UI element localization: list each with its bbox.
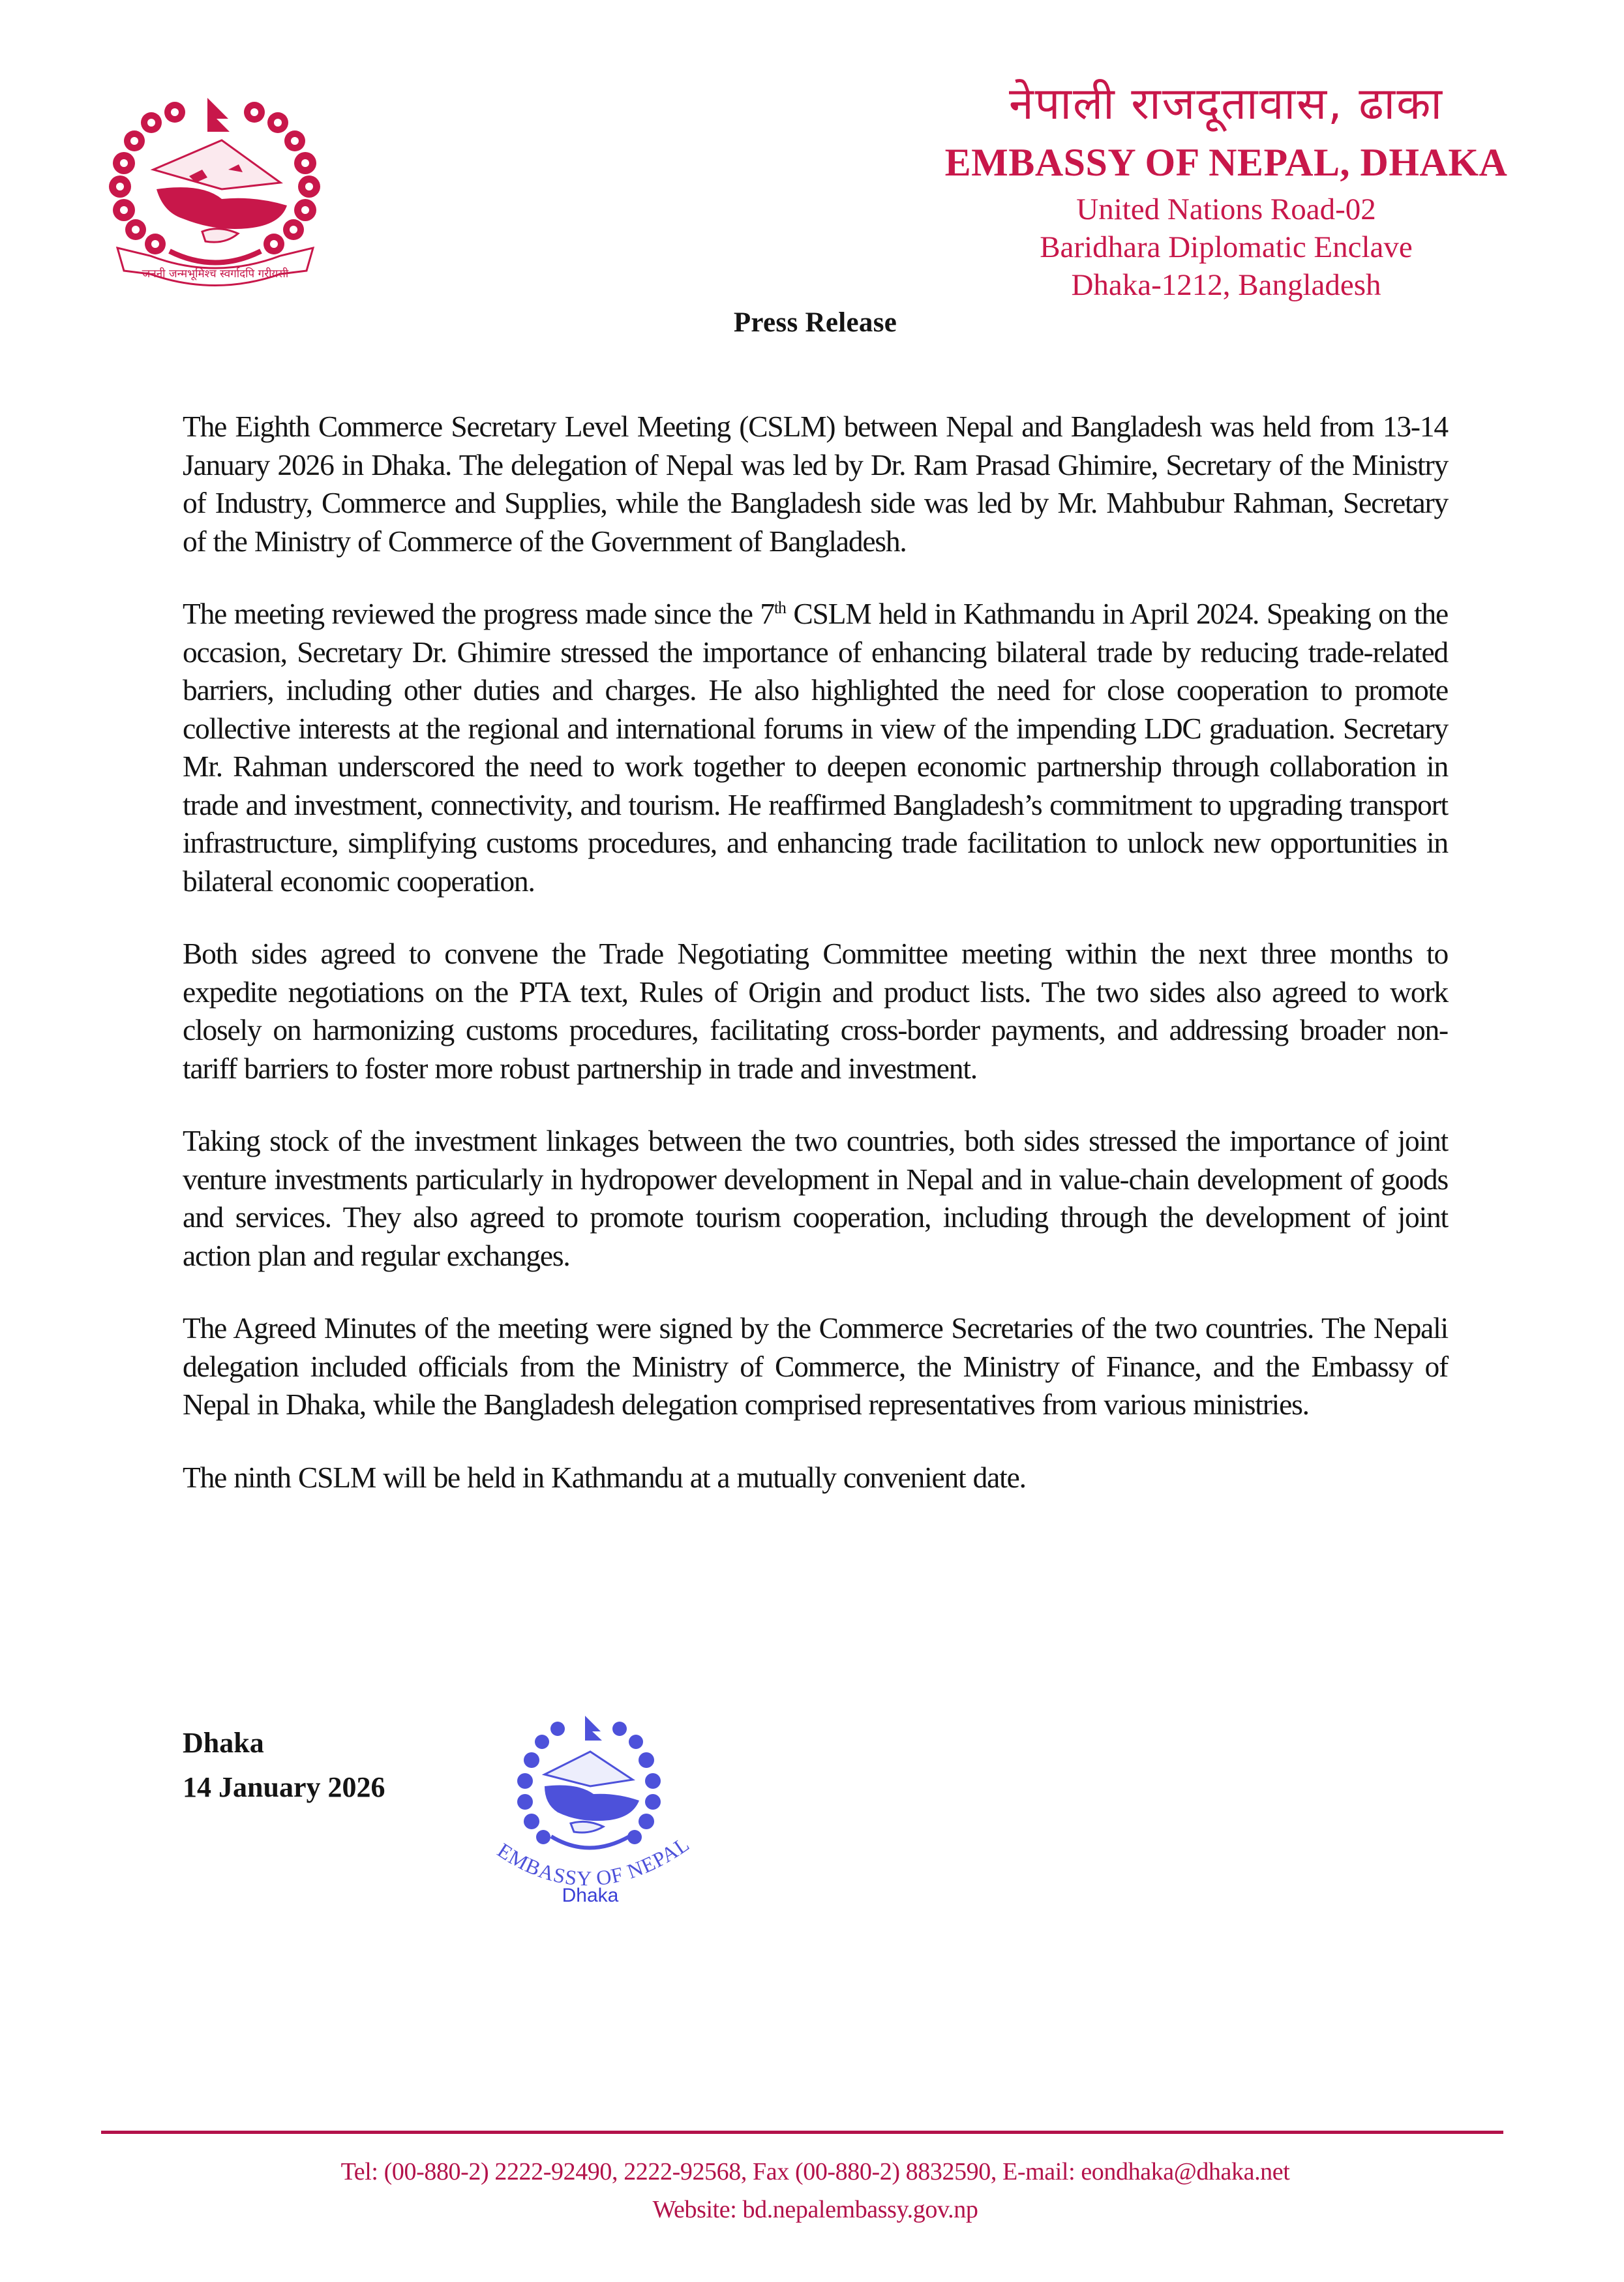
signoff-date: 14 January 2026 xyxy=(183,1771,385,1803)
paragraph-2 xyxy=(183,595,1448,900)
paragraph-5: The Agreed Minutes of the meeting were signed by the Commerce Secretaries of the two countries. The Nepali delegation included officials from the Ministry of Commerce, the Ministry of Finance, and the Embassy of Nepal in Dhaka, while the Bangladesh delegation comprised representatives from various ministries. xyxy=(183,1311,1448,1421)
stamp-city: Dhaka xyxy=(562,1885,619,1906)
address-line-2: Baridhara Diplomatic Enclave xyxy=(1040,230,1413,264)
svg-text:EMBASSY OF NEPAL xyxy=(493,1832,693,1890)
nepal-national-emblem-icon xyxy=(91,85,339,307)
emblem-motto: जननी जन्मभूमिश्च स्वर्गादपि गरीयसी xyxy=(142,267,289,281)
paragraph-2-start: The meeting reviewed the progress made since the 7 xyxy=(183,597,774,630)
signoff-place: Dhaka xyxy=(183,1727,264,1759)
address-line-3: Dhaka-1212, Bangladesh xyxy=(1071,268,1381,302)
ordinal-suffix: th xyxy=(774,598,786,617)
paragraph-4: Taking stock of the investment linkages between the two countries, both sides stressed the importance of joint venture investments particularly in hydropower development in Nepal and in value-chain development of goods and services. They also agreed to promote tourism cooperation, including through the development of joint action plan and regular exchanges. xyxy=(183,1124,1448,1272)
footer-contact: Tel: (00-880-2) 2222-92490, 2222-92568, Fax (00-880-2) 8832590, E-mail: eondhaka@dhaka.net xyxy=(340,2158,1290,2185)
address-line-1: United Nations Road-02 xyxy=(1076,192,1376,226)
signoff xyxy=(183,1721,385,1810)
paragraph-6: The ninth CSLM will be held in Kathmandu at a mutually convenient date. xyxy=(183,1460,1026,1494)
press-release-body xyxy=(183,408,1448,1531)
letterhead xyxy=(900,72,1552,304)
footer-website: Website: bd.nepalembassy.gov.np xyxy=(652,2196,978,2223)
paragraph-3: Both sides agreed to convene the Trade Negotiating Committee meeting within the next three months to expedite negotiations on the PTA text, Rules of Origin and product lists. The two sides also agreed to work closely on harmonizing customs procedures, facilitating cross-border payments, and addressing broader non-tariff barriers to foster more robust partnership in trade and investment. xyxy=(183,937,1448,1085)
embassy-name-devanagari: नेपाली राजदूतावास, ढाका xyxy=(1008,78,1444,130)
embassy-name: EMBASSY OF NEPAL, DHAKA xyxy=(944,141,1508,184)
paragraph-1: The Eighth Commerce Secretary Level Meeting (CSLM) between Nepal and Bangladesh was held from 13-14 January 2026 in Dhaka. The delegation of Nepal was led by Dr. Ram Prasad Ghimire, Secretary of the Ministry of Industry, Commerce and Supplies, while the Bangladesh side was led by Mr. Mahbubur Rahman, Secretary of the Ministry of Commerce of the Government of Bangladesh. xyxy=(183,410,1448,558)
footer xyxy=(98,2153,1533,2229)
stamp-arc-text: EMBASSY OF NEPAL xyxy=(493,1831,694,1891)
paragraph-2-rest: CSLM held in Kathmandu in April 2024. Speaking on the occasion, Secretary Dr. Ghimire stressed the importance of enhancing bilateral trade by reducing trade-related barriers, including other duties and charges. He also highlighted the need for close cooperation to promote collective interests at the regional and international forums in view of the impending LDC graduation. Secretary Mr. Rahman underscored the need to work together to deepen economic partnership through collaboration in trade and investment, connectivity, and tourism. He reaffirmed Bangladesh’s commitment to upgrading transport infrastructure, simplifying customs procedures, and enhancing trade facilitation to unlock new opportunities in bilateral economic cooperation. xyxy=(183,597,1448,898)
document-heading: Press Release xyxy=(733,307,897,338)
embassy-seal-stamp-icon xyxy=(473,1703,708,1938)
footer-divider xyxy=(101,2131,1503,2134)
